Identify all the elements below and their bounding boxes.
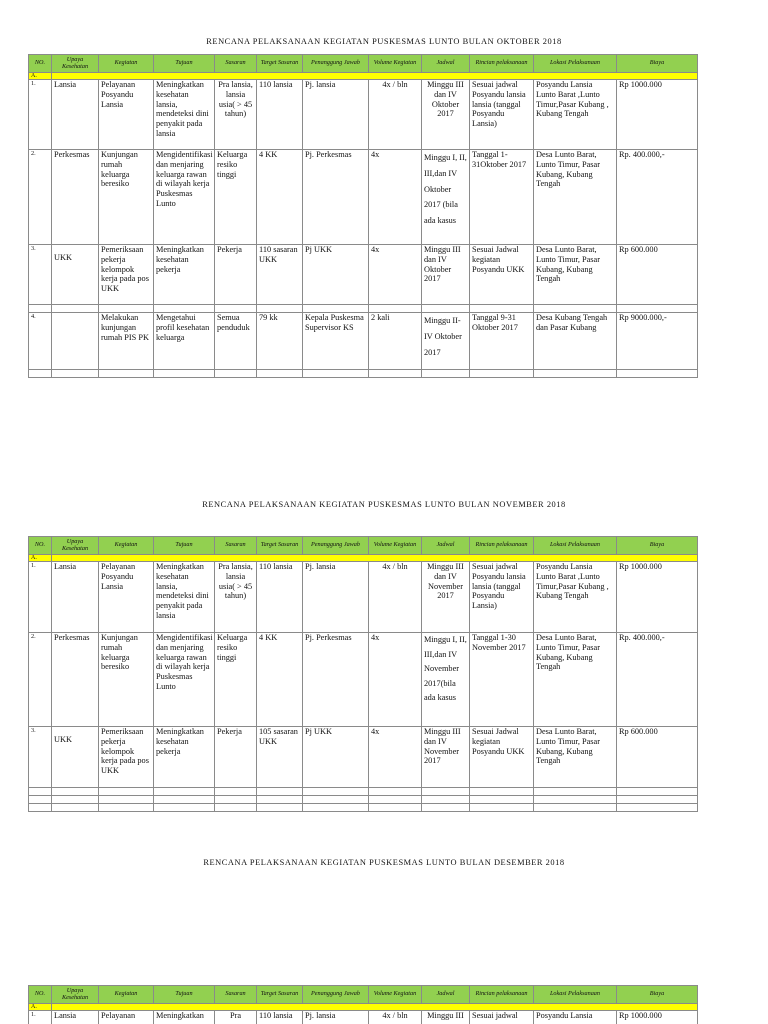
col-lokasi: Lokasi Pelaksanaan	[534, 537, 617, 555]
table-row	[29, 1011, 698, 1024]
cell-upaya: UKK	[52, 245, 99, 305]
cell-biaya: Rp 600.000	[617, 245, 698, 305]
cell-no: 1.	[29, 562, 52, 633]
cell-target: 110 lansia	[257, 562, 303, 633]
table-title-november: RENCANA PELAKSANAAN KEGIATAN PUSKESMAS LUNTO BULAN NOVEMBER 2018	[202, 500, 566, 509]
cell-rincian: Sesuai jadwal	[470, 1011, 534, 1024]
col-rincian: Rincian pelaksanaan	[470, 537, 534, 555]
cell-jadwal: Minggu III	[422, 1011, 470, 1024]
col-no: NO.	[29, 537, 52, 555]
col-volume: Volume Kegiatan	[369, 986, 422, 1004]
cell-kegiatan: Pelayanan Posyandu Lansia	[99, 562, 154, 633]
col-jadwal: Jadwal	[422, 986, 470, 1004]
table-title-oktober: RENCANA PELAKSANAAN KEGIATAN PUSKESMAS LUNTO BULAN OKTOBER 2018	[206, 37, 562, 46]
col-target: Target Sasaran	[257, 986, 303, 1004]
cell-biaya: Rp 1000.000	[617, 1011, 698, 1024]
col-sasaran: Sasaran	[215, 537, 257, 555]
group-label: A.	[29, 1004, 52, 1011]
cell-upaya: Perkesmas	[52, 150, 99, 245]
cell-jadwal: Minggu II-IV Oktober 2017	[422, 313, 470, 370]
cell-lokasi: Desa Lunto Barat, Lunto Timur, Pasar Kubang, Kubang Tengah	[534, 727, 617, 788]
empty-row	[29, 796, 698, 804]
cell-rincian: Sesuai Jadwal kegiatan Posyandu UKK	[470, 727, 534, 788]
cell-target: 4 KK	[257, 633, 303, 727]
plan-table-oktober	[28, 54, 698, 378]
cell-tujuan: Meningkatkan kesehatan pekerja	[154, 245, 215, 305]
cell-no: 4.	[29, 313, 52, 370]
table-row	[29, 80, 698, 150]
header-row	[29, 55, 698, 73]
cell-target: 79 kk	[257, 313, 303, 370]
cell-target: 110 sasaran UKK	[257, 245, 303, 305]
plan-table-desember	[28, 985, 698, 1024]
col-upaya: Upaya Kesehatan	[52, 55, 99, 73]
cell-pj: Pj. Perkesmas	[303, 150, 369, 245]
cell-jadwal: Minggu III dan IV November 2017	[422, 562, 470, 633]
cell-lokasi: Posyandu Lansia Lunto Barat ,Lunto Timur,Pasar Kubang , Kubang Tengah	[534, 80, 617, 150]
cell-sasaran: Pra	[215, 1011, 257, 1024]
cell-rincian: Tanggal 9-31 Oktober 2017	[470, 313, 534, 370]
cell-jadwal: Minggu I, II, III,dan IV Oktober 2017 (bila ada kasus	[422, 150, 470, 245]
cell-rincian: Sesuai jadwal Posyandu lansia lansia (tanggal Posyandu Lansia)	[470, 80, 534, 150]
cell-no: 1.	[29, 1011, 52, 1024]
col-volume: Volume Kegiatan	[369, 537, 422, 555]
col-biaya: Biaya	[617, 986, 698, 1004]
cell-kegiatan: Pemeriksaan pekerja kelompok kerja pada pos UKK	[99, 245, 154, 305]
col-kegiatan: Kegiatan	[99, 55, 154, 73]
cell-rincian: Sesuai jadwal Posyandu lansia lansia (tanggal Posyandu Lansia)	[470, 562, 534, 633]
cell-jadwal: Minggu III dan IV November 2017	[422, 727, 470, 788]
table-row	[29, 633, 698, 727]
header-row	[29, 986, 698, 1004]
cell-biaya: Rp 1000.000	[617, 80, 698, 150]
cell-upaya	[52, 313, 99, 370]
cell-tujuan: Meningkatkan kesehatan lansia, mendeteksi dini penyakit pada lansia	[154, 562, 215, 633]
col-lokasi: Lokasi Pelaksanaan	[534, 986, 617, 1004]
cell-tujuan: Meningkatkan kesehatan lansia, mendeteksi dini penyakit pada lansia	[154, 80, 215, 150]
cell-volume: 2 kali	[369, 313, 422, 370]
col-kegiatan: Kegiatan	[99, 986, 154, 1004]
table-row	[29, 562, 698, 633]
cell-kegiatan: Pelayanan	[99, 1011, 154, 1024]
cell-no: 2.	[29, 633, 52, 727]
cell-lokasi: Desa Lunto Barat, Lunto Timur, Pasar Kubang, Kubang Tengah	[534, 245, 617, 305]
group-row	[29, 73, 698, 80]
cell-tujuan: Mengidentifikasi dan menjaring keluarga rawan di wilayah kerja Puskesmas Lunto	[154, 150, 215, 245]
col-volume: Volume Kegiatan	[369, 55, 422, 73]
cell-volume: 4x	[369, 245, 422, 305]
cell-upaya: Lansia	[52, 1011, 99, 1024]
col-pj: Penanggung Jawab	[303, 986, 369, 1004]
cell-kegiatan: Pemeriksaan pekerja kelompok kerja pada pos UKK	[99, 727, 154, 788]
cell-volume: 4x	[369, 150, 422, 245]
cell-no: 3.	[29, 245, 52, 305]
cell-pj: Pj. lansia	[303, 1011, 369, 1024]
cell-upaya: Perkesmas	[52, 633, 99, 727]
col-no: NO.	[29, 986, 52, 1004]
empty-row	[29, 804, 698, 812]
col-upaya: Upaya Kesehatan	[52, 986, 99, 1004]
group-row	[29, 1004, 698, 1011]
cell-tujuan: Meningkatkan kesehatan pekerja	[154, 727, 215, 788]
cell-biaya: Rp. 400.000,-	[617, 150, 698, 245]
col-no: NO.	[29, 55, 52, 73]
col-target: Target Sasaran	[257, 537, 303, 555]
cell-sasaran: Pekerja	[215, 245, 257, 305]
plan-table-november	[28, 536, 698, 812]
table-title-desember: RENCANA PELAKSANAAN KEGIATAN PUSKESMAS LUNTO BULAN DESEMBER 2018	[203, 858, 565, 867]
cell-jadwal: Minggu III dan IV Oktober 2017	[422, 80, 470, 150]
cell-pj: Pj UKK	[303, 727, 369, 788]
cell-rincian: Tanggal 1-30 November 2017	[470, 633, 534, 727]
col-biaya: Biaya	[617, 537, 698, 555]
group-row	[29, 555, 698, 562]
cell-biaya: Rp 600.000	[617, 727, 698, 788]
cell-sasaran: Pekerja	[215, 727, 257, 788]
cell-sasaran: Pra lansia, lansia usia( > 45 tahun)	[215, 80, 257, 150]
cell-lokasi: Desa Kubang Tengah dan Pasar Kubang	[534, 313, 617, 370]
col-rincian: Rincian pelaksanaan	[470, 55, 534, 73]
cell-biaya: Rp 1000.000	[617, 562, 698, 633]
group-label: A.	[29, 555, 52, 562]
cell-rincian: Tanggal 1-31Oktober 2017	[470, 150, 534, 245]
cell-no: 3.	[29, 727, 52, 788]
cell-kegiatan: Kunjungan rumah keluarga beresiko	[99, 633, 154, 727]
cell-target: 110 lansia	[257, 1011, 303, 1024]
cell-lokasi: Desa Lunto Barat, Lunto Timur, Pasar Kubang, Kubang Tengah	[534, 150, 617, 245]
cell-sasaran: Keluarga resiko tinggi	[215, 633, 257, 727]
cell-target: 4 KK	[257, 150, 303, 245]
cell-pj: Pj. lansia	[303, 562, 369, 633]
cell-sasaran: Keluarga resiko tinggi	[215, 150, 257, 245]
cell-upaya: Lansia	[52, 562, 99, 633]
cell-rincian: Sesuai Jadwal kegiatan Posyandu UKK	[470, 245, 534, 305]
cell-volume: 4x	[369, 727, 422, 788]
col-target: Target Sasaran	[257, 55, 303, 73]
cell-upaya: UKK	[52, 727, 99, 788]
cell-pj: Pj. Perkesmas	[303, 633, 369, 727]
cell-lokasi: Posyandu Lansia	[534, 1011, 617, 1024]
col-sasaran: Sasaran	[215, 986, 257, 1004]
col-pj: Penanggung Jawab	[303, 537, 369, 555]
cell-lokasi: Posyandu Lansia Lunto Barat ,Lunto Timur,Pasar Kubang , Kubang Tengah	[534, 562, 617, 633]
cell-kegiatan: Pelayanan Posyandu Lansia	[99, 80, 154, 150]
col-pj: Penanggung Jawab	[303, 55, 369, 73]
group-label: A.	[29, 73, 52, 80]
cell-tujuan: Meningkatkan	[154, 1011, 215, 1024]
empty-row	[29, 788, 698, 796]
cell-no: 2.	[29, 150, 52, 245]
cell-biaya: Rp 9000.000,-	[617, 313, 698, 370]
cell-pj: Pj UKK	[303, 245, 369, 305]
col-jadwal: Jadwal	[422, 537, 470, 555]
col-tujuan: Tujuan	[154, 537, 215, 555]
cell-jadwal: Minggu III dan IV Oktober 2017	[422, 245, 470, 305]
col-tujuan: Tujuan	[154, 986, 215, 1004]
col-rincian: Rincian pelaksanaan	[470, 986, 534, 1004]
cell-target: 105 sasaran UKK	[257, 727, 303, 788]
table-row	[29, 727, 698, 788]
cell-pj: Kepala Puskesma Supervisor KS	[303, 313, 369, 370]
empty-row	[29, 305, 698, 313]
cell-tujuan: Mengetahui profil kesehatan keluarga	[154, 313, 215, 370]
empty-row	[29, 370, 698, 378]
col-upaya: Upaya Kesehatan	[52, 537, 99, 555]
cell-sasaran: Semua penduduk	[215, 313, 257, 370]
cell-volume: 4x	[369, 633, 422, 727]
col-tujuan: Tujuan	[154, 55, 215, 73]
header-row	[29, 537, 698, 555]
cell-pj: Pj. lansia	[303, 80, 369, 150]
cell-lokasi: Desa Lunto Barat, Lunto Timur, Pasar Kubang, Kubang Tengah	[534, 633, 617, 727]
col-sasaran: Sasaran	[215, 55, 257, 73]
cell-no: 1.	[29, 80, 52, 150]
table-row	[29, 313, 698, 370]
cell-volume: 4x / bln	[369, 1011, 422, 1024]
col-lokasi: Lokasi Pelaksanaan	[534, 55, 617, 73]
cell-volume: 4x / bln	[369, 80, 422, 150]
cell-upaya: Lansia	[52, 80, 99, 150]
cell-kegiatan: Melakukan kunjungan rumah PIS PK	[99, 313, 154, 370]
table-row	[29, 245, 698, 305]
cell-jadwal: Minggu I, II, III,dan IV November 2017(bila ada kasus	[422, 633, 470, 727]
col-kegiatan: Kegiatan	[99, 537, 154, 555]
cell-kegiatan: Kunjungan rumah keluarga beresiko	[99, 150, 154, 245]
col-jadwal: Jadwal	[422, 55, 470, 73]
cell-tujuan: Mengidentifikasi dan menjaring keluarga rawan di wilayah kerja Puskesmas Lunto	[154, 633, 215, 727]
cell-sasaran: Pra lansia, lansia usia( > 45 tahun)	[215, 562, 257, 633]
cell-volume: 4x / bln	[369, 562, 422, 633]
col-biaya: Biaya	[617, 55, 698, 73]
table-row	[29, 150, 698, 245]
cell-biaya: Rp. 400.000,-	[617, 633, 698, 727]
cell-target: 110 lansia	[257, 80, 303, 150]
